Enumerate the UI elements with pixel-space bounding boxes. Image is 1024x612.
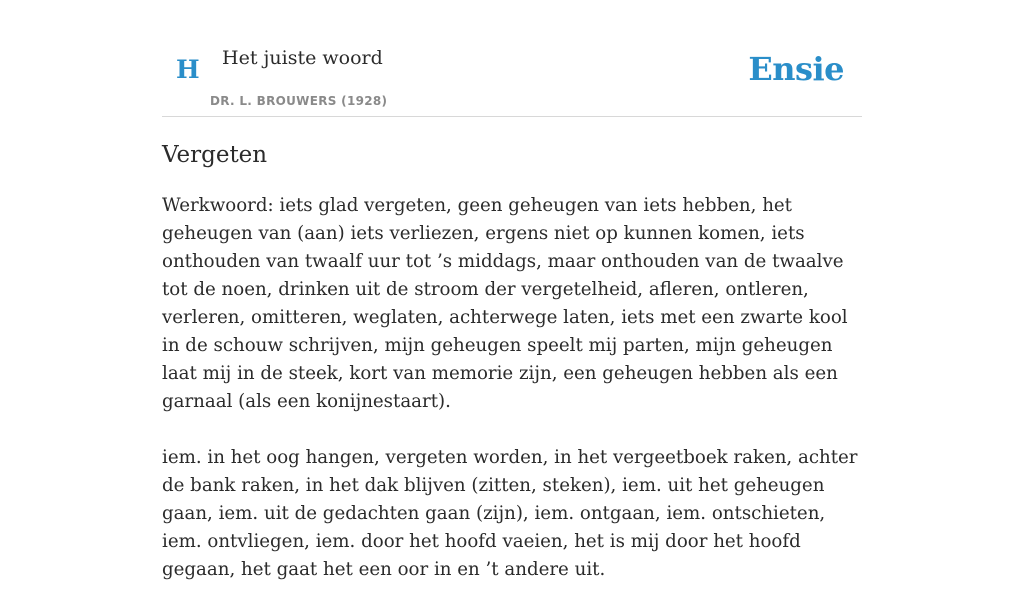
book-author: DR. L. BROUWERS (1928) xyxy=(210,94,388,108)
entry-title: Vergeten xyxy=(162,142,268,168)
book-logo[interactable]: H xyxy=(176,55,200,84)
brand-logo-link[interactable]: Ensie xyxy=(748,50,844,88)
book-title[interactable]: Het juiste woord xyxy=(222,47,383,69)
entry-body xyxy=(162,192,862,612)
book-header xyxy=(162,0,862,117)
entry-page xyxy=(162,0,862,580)
entry-paragraph: iem. in het oog hangen, vergeten worden, in het vergeetboek raken, achter de bank raken, in het dak blijven (zitten, steken), iem. uit het geheugen gaan, iem. uit de gedachten gaan (zijn), iem. ontgaan, iem. ontschieten, iem. ontvliegen, iem. door het hoofd vaeien, het is mij door het hoofd gegaan, het gaat het een oor in en ’t andere uit. xyxy=(162,447,858,580)
entry-paragraph: Werkwoord: iets glad vergeten, geen geheugen van iets hebben, het geheugen van (aan) iets verliezen, ergens niet op kunnen komen, iets onthouden van twaalf uur tot ’s middags, maar onthouden van de twaalve tot de noen, drinken uit de stroom der vergetelheid, afleren, ontleren, verleren, omitteren, weglaten, achterwege laten, iets met een zwarte kool in de schouw schrijven, mijn geheugen speelt mij parten, mijn geheugen laat mij in de steek, kort van memorie zijn, een geheugen hebben als een garnaal (als een konijnestaart). xyxy=(162,195,848,412)
